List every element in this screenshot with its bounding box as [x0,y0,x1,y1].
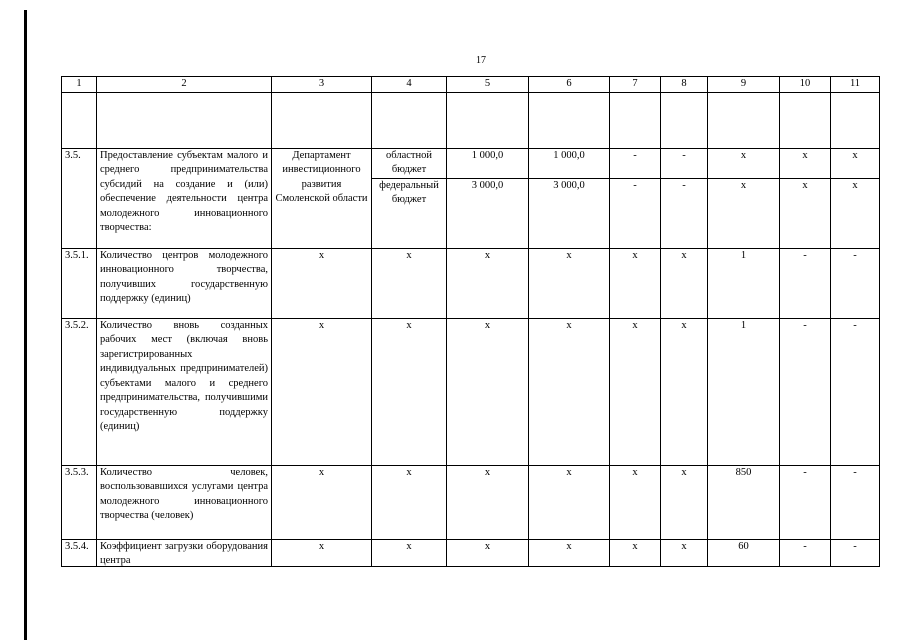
value-cell: x [529,539,610,566]
value-cell: x [529,318,610,465]
row-number: 3.5. [62,148,97,248]
value-cell: x [272,318,372,465]
amount-cell: 1 000,0 [447,148,529,178]
table-row [62,465,880,539]
value-cell: x [661,539,708,566]
funding-source: федеральный бюджет [372,178,447,248]
header-cell: 1 [62,77,97,93]
value-cell: x [780,148,831,178]
value-cell: x [447,318,529,465]
value-cell: 850 [708,465,780,539]
value-cell: - [610,178,661,248]
scan-margin-bar [24,10,27,640]
value-cell: x [661,248,708,318]
row-description: Количество человек, воспользовавшихся услугами центра молодежного инновационного творчества (человек) [97,465,272,539]
value-cell: x [272,248,372,318]
header-cell: 6 [529,77,610,93]
value-cell: x [447,539,529,566]
header-cell: 10 [780,77,831,93]
value-cell: - [780,465,831,539]
header-cell: 5 [447,77,529,93]
value-cell: - [780,318,831,465]
empty-row [62,92,880,148]
value-cell: x [610,248,661,318]
row-description: Предоставление субъектам малого и среднего предпринимательства субсидий на создание и (или) обеспечение деятельности центра молодежного инновационного творчества: [97,148,272,248]
funding-source: областной бюджет [372,148,447,178]
value-cell: x [372,318,447,465]
value-cell: x [661,465,708,539]
value-cell: x [529,248,610,318]
row-description: Количество центров молодежного инновационного творчества, получивших государственную поддержку (единиц) [97,248,272,318]
table-row [62,148,880,178]
table-row [62,539,880,566]
value-cell: - [780,248,831,318]
value-cell: x [708,178,780,248]
header-cell: 3 [272,77,372,93]
table-row [62,318,880,465]
value-cell: - [661,148,708,178]
value-cell: x [272,465,372,539]
value-cell: x [372,248,447,318]
header-cell: 2 [97,77,272,93]
value-cell: - [831,248,880,318]
value-cell: - [610,148,661,178]
value-cell: x [831,148,880,178]
page-number: 17 [476,55,486,66]
value-cell: x [447,248,529,318]
header-cell: 9 [708,77,780,93]
value-cell: x [610,465,661,539]
value-cell: - [831,465,880,539]
row-number: 3.5.2. [62,318,97,465]
program-table [61,76,880,567]
row-number: 3.5.1. [62,248,97,318]
row-number: 3.5.4. [62,539,97,566]
row-description: Количество вновь созданных рабочих мест (включая вновь зарегистрированных индивидуальных предпринимателей) субъектами малого и среднего предпринимательства, получившими государственную поддержку (единиц) [97,318,272,465]
value-cell: x [661,318,708,465]
amount-cell: 3 000,0 [447,178,529,248]
amount-cell: 3 000,0 [529,178,610,248]
executor-cell: Департамент инвестиционного развития Смоленской области [272,148,372,248]
row-number: 3.5.3. [62,465,97,539]
value-cell: x [529,465,610,539]
value-cell: x [372,539,447,566]
value-cell: - [831,318,880,465]
value-cell: 1 [708,248,780,318]
header-cell: 7 [610,77,661,93]
value-cell: x [447,465,529,539]
row-description: Коэффициент загрузки оборудования центра [100,540,268,566]
value-cell: x [610,539,661,566]
header-cell: 4 [372,77,447,93]
value-cell: x [708,148,780,178]
value-cell: - [661,178,708,248]
value-cell: x [610,318,661,465]
value-cell: x [780,178,831,248]
amount-cell: 1 000,0 [529,148,610,178]
table-row [62,248,880,318]
value-cell: 1 [708,318,780,465]
value-cell: x [831,178,880,248]
header-row [62,77,880,93]
value-cell: x [372,465,447,539]
value-cell: 60 [708,539,780,566]
header-cell: 11 [831,77,880,93]
value-cell: x [272,539,372,566]
row-description-cell [97,539,272,566]
header-cell: 8 [661,77,708,93]
value-cell: - [780,539,831,566]
value-cell: - [831,539,880,566]
